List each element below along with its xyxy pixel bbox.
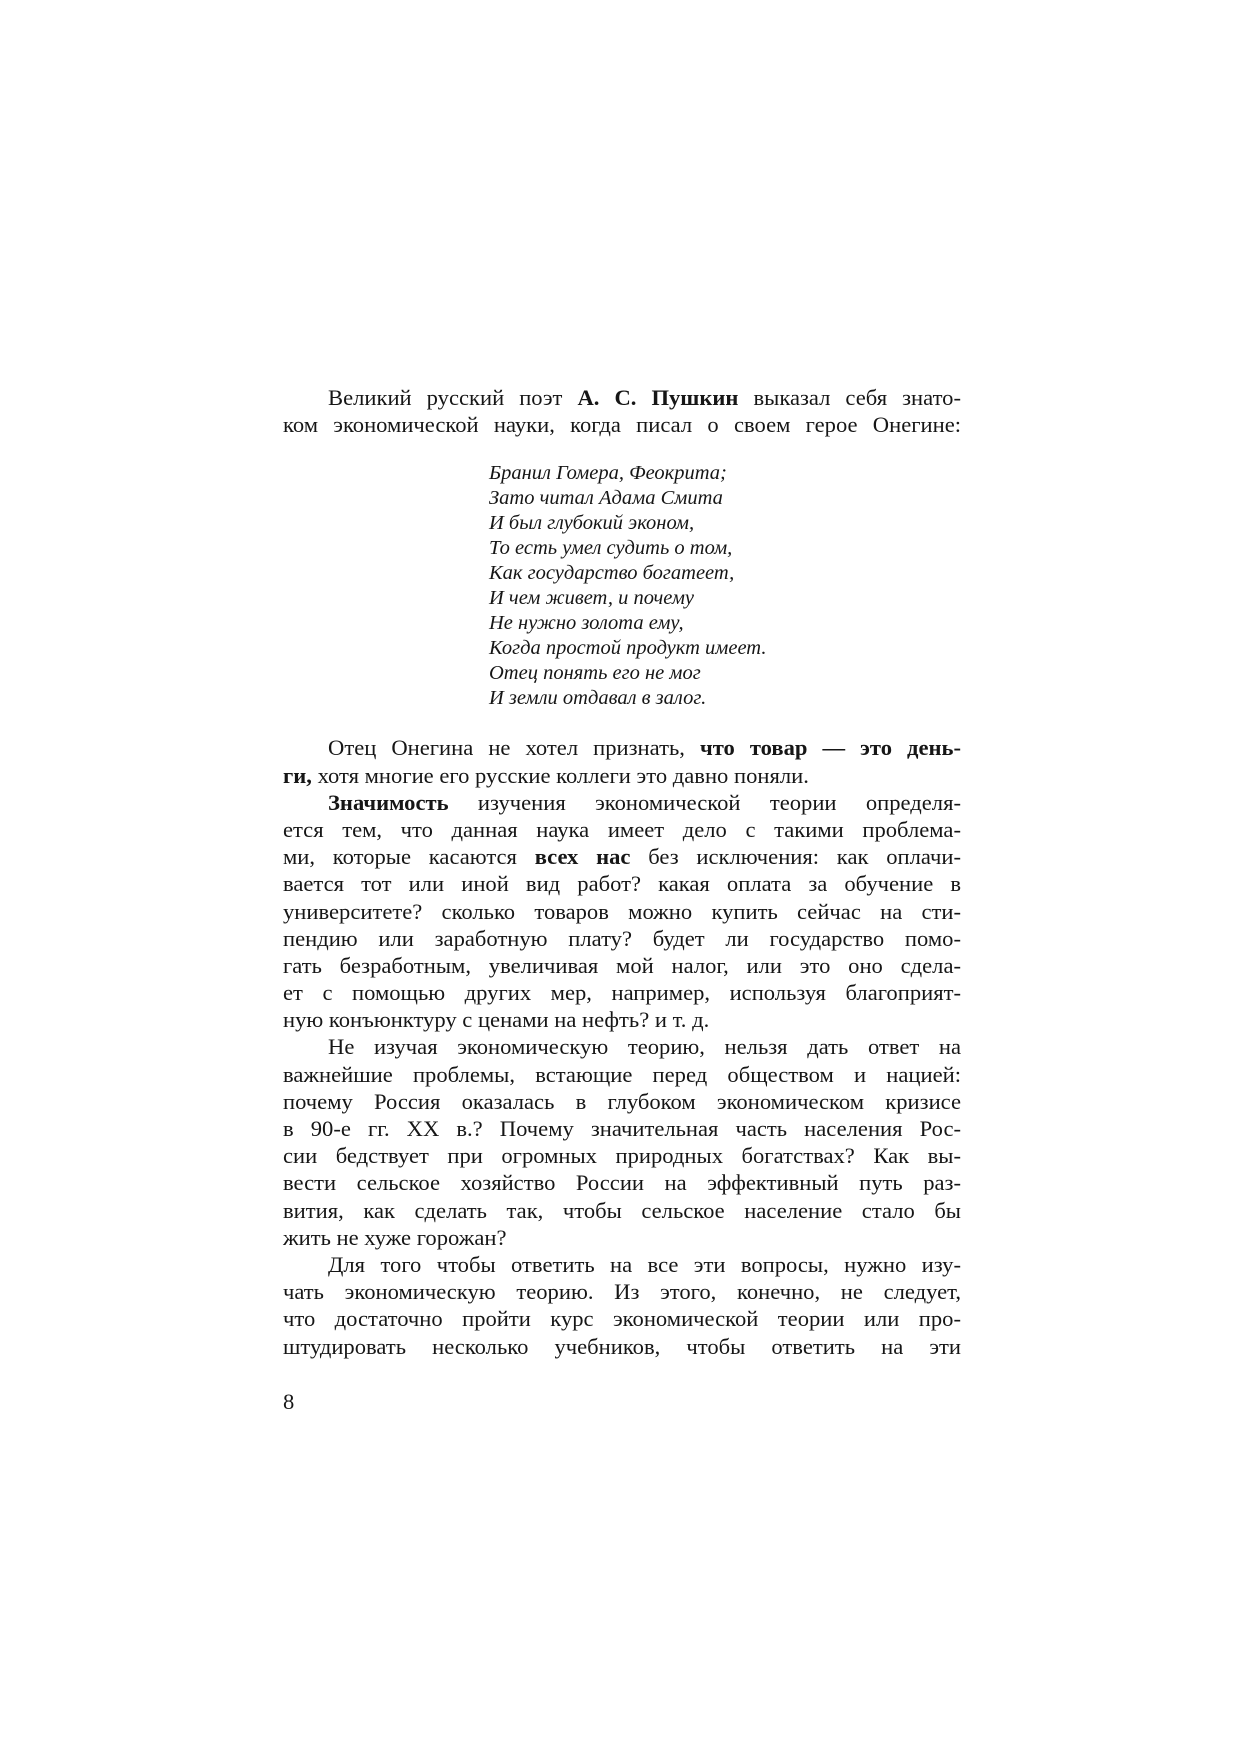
text-line: Для того чтобы ответить на все эти вопросы, нужно изу- bbox=[328, 1251, 961, 1277]
text-line: Не изучая экономическую теорию, нельзя дать ответ на bbox=[328, 1034, 961, 1060]
paragraph-russia-questions bbox=[283, 1033, 961, 1251]
verse-block bbox=[489, 461, 961, 711]
text-line: ет с помощью других мер, например, используя благоприят- bbox=[283, 980, 961, 1006]
bold-run: Значимость bbox=[328, 789, 449, 815]
verse-line: Когда простой продукт имеет. bbox=[489, 637, 767, 660]
text-run: Отец Онегина не хотел признать, bbox=[328, 735, 700, 761]
text-run: Великий русский поэт bbox=[328, 385, 578, 410]
text-line: сии бедствует при огромных природных богатствах? Как вы- bbox=[283, 1143, 961, 1169]
text-line: ется тем, что данная наука имеет дело с такими проблема- bbox=[283, 816, 961, 842]
bold-run: А. С. Пушкин bbox=[577, 385, 739, 410]
text-line: в 90-е гг. XX в.? Почему значительная часть населения Рос- bbox=[283, 1116, 961, 1141]
text-run: изучения экономической теории определя- bbox=[448, 789, 961, 815]
text-line bbox=[283, 843, 961, 870]
verse-line: Бранил Гомера, Феокрита; bbox=[489, 462, 727, 485]
text-line: жить не хуже горожан? bbox=[283, 1224, 507, 1250]
paragraph-significance bbox=[283, 789, 961, 1034]
verse-line: И чем живет, и почему bbox=[489, 587, 695, 610]
verse-line: Не нужно золота ему, bbox=[489, 612, 684, 635]
intro-paragraph bbox=[283, 384, 961, 438]
text-line: ком экономической науки, когда писал о своем герое Онегине: bbox=[283, 412, 961, 438]
text-line bbox=[283, 762, 961, 789]
verse-line: Отец понять его не мог bbox=[489, 662, 701, 685]
text-line: штудировать несколько учебников, чтобы ответить на эти bbox=[283, 1333, 961, 1359]
text-line: ную конъюнктуру с ценами на нефть? и т. д. bbox=[283, 1007, 710, 1033]
verse-line: То есть умел судить о том, bbox=[489, 537, 733, 560]
bold-run: ги, bbox=[283, 762, 312, 788]
text-line: что достаточно пройти курс экономической теории или про- bbox=[283, 1306, 961, 1332]
text-run: ми, которые касаются bbox=[283, 844, 535, 870]
text-line: чать экономическую теорию. Из этого, конечно, не следует, bbox=[283, 1279, 961, 1305]
paragraph-study-theory bbox=[283, 1251, 961, 1360]
text-run: без исключения: как оплачи- bbox=[630, 844, 961, 870]
verse-line: Как государство богатеет, bbox=[489, 562, 735, 585]
verse-line: И земли отдавал в залог. bbox=[489, 687, 707, 710]
verse-line: И был глубокий эконом, bbox=[489, 512, 695, 535]
verse-line: Зато читал Адама Смита bbox=[489, 487, 723, 510]
text-line: вается тот или иной вид работ? какая оплата за обучение в bbox=[283, 871, 961, 897]
text-line: вития, как сделать так, чтобы сельское население стало бы bbox=[283, 1197, 961, 1223]
page-number: 8 bbox=[283, 1389, 295, 1414]
bold-run: всех нас bbox=[534, 844, 631, 870]
text-line bbox=[283, 734, 961, 761]
text-line: важнейшие проблемы, встающие перед обществом и нацией: bbox=[283, 1061, 961, 1087]
page-body bbox=[283, 384, 961, 1360]
text-run: хотя многие его русские коллеги это давно поняли. bbox=[311, 762, 809, 788]
paragraph-onegin-father bbox=[283, 734, 961, 788]
text-line: пендию или заработную плату? будет ли государство помо- bbox=[283, 925, 961, 951]
text-run: выказал себя знато- bbox=[738, 385, 961, 410]
text-line: университете? сколько товаров можно купить сейчас на сти- bbox=[283, 898, 961, 924]
text-line: почему Россия оказалась в глубоком экономическом кризисе bbox=[283, 1088, 961, 1114]
text-line: гать безработным, увеличивая мой налог, или это оно сдела- bbox=[283, 952, 961, 978]
text-line bbox=[283, 789, 961, 816]
text-line bbox=[283, 384, 961, 411]
text-line: вести сельское хозяйство России на эффективный путь раз- bbox=[283, 1170, 961, 1196]
bold-run: что товар — это день- bbox=[699, 735, 961, 761]
